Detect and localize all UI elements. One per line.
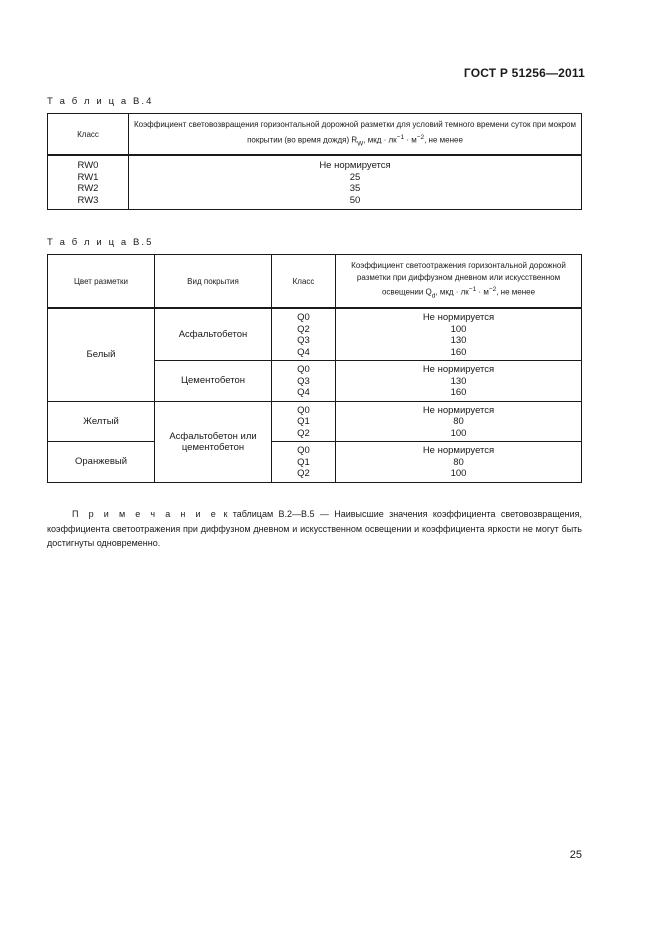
table-cell: Q4 bbox=[297, 387, 310, 398]
table-b5-header-color: Цвет разметки bbox=[48, 255, 155, 309]
table-cell: Q2 bbox=[297, 468, 310, 479]
table-b5-caption: Т а б л и ц а В.5 bbox=[47, 237, 154, 248]
table-cell: RW1 bbox=[77, 171, 99, 183]
table-cell: Q0 bbox=[297, 445, 310, 456]
table-cell: 100 bbox=[450, 427, 467, 439]
table-cell: RW2 bbox=[77, 183, 99, 194]
table-cell: 130 bbox=[450, 375, 467, 387]
table-cell: 130 bbox=[450, 335, 467, 346]
table-b4 bbox=[47, 113, 582, 210]
table-cell: Q0 bbox=[297, 364, 310, 375]
table-cell: Q2 bbox=[297, 323, 310, 335]
table-cell: Не нормируется bbox=[422, 445, 495, 456]
note-text: к таблицам В.2—В.5 — Наивысшие значения коэффициента световозвращения, коэффициента светоотражения при диффузном дневном и искусственном освещении и коэффициента яркости не могут быть достигнуты одновременно. bbox=[47, 509, 582, 548]
table-b5-header-coefficient: Коэффициент светоотражения горизонтальной дорожной разметки при диффузном дневном или искусственном освещении $Q_d$, мкд · $лк^{-1} \cdot м^{-2}$, не менее bbox=[336, 255, 582, 309]
color-orange: Оранжевый bbox=[48, 442, 155, 483]
table-cell: 25 bbox=[349, 171, 361, 183]
table-cell: 35 bbox=[349, 183, 361, 194]
table-b4-caption: Т а б л и ц а В.4 bbox=[47, 96, 154, 107]
table-b4-class-list bbox=[48, 155, 129, 210]
values-white-asphalt bbox=[336, 308, 582, 361]
table-b4-value-list bbox=[129, 155, 582, 210]
surface-asphalt-or-cement bbox=[155, 401, 272, 482]
classes-white-cement bbox=[272, 361, 336, 402]
table-cell: Q2 bbox=[297, 427, 310, 439]
table-cell: Q3 bbox=[297, 335, 310, 346]
table-cell: Q3 bbox=[297, 375, 310, 387]
table-cell: 100 bbox=[450, 323, 467, 335]
color-white: Белый bbox=[48, 308, 155, 401]
table-cell: Не нормируется bbox=[422, 404, 495, 416]
table-cell: 50 bbox=[349, 194, 361, 206]
table-cell: 160 bbox=[450, 346, 467, 358]
table-b5-header-class: Класс bbox=[272, 255, 336, 309]
table-cell: Q0 bbox=[297, 312, 310, 323]
table-cell: RW3 bbox=[77, 194, 99, 206]
table-cell: Не нормируется bbox=[422, 312, 495, 323]
note-label: П р и м е ч а н и е bbox=[72, 509, 219, 519]
classes-white-asphalt bbox=[272, 308, 336, 361]
table-cell: Q1 bbox=[297, 416, 310, 427]
classes-orange bbox=[272, 442, 336, 483]
surface-cement: Цементобетон bbox=[155, 361, 272, 402]
standard-number: ГОСТ Р 51256—2011 bbox=[463, 66, 585, 80]
values-white-cement bbox=[336, 361, 582, 402]
color-yellow: Желтый bbox=[48, 401, 155, 442]
note-paragraph bbox=[47, 507, 582, 551]
table-b4-header-class: Класс bbox=[48, 114, 129, 156]
surface-asphalt: Асфальтобетон bbox=[155, 308, 272, 361]
values-yellow bbox=[336, 401, 582, 442]
table-cell: Q1 bbox=[297, 456, 310, 468]
table-cell: 80 bbox=[453, 416, 464, 427]
table-b5-header-surface: Вид покрытия bbox=[155, 255, 272, 309]
table-cell: Асфальтобетон или bbox=[169, 430, 257, 442]
table-cell: Q4 bbox=[297, 346, 310, 358]
table-cell: Не нормируется bbox=[422, 364, 495, 375]
table-b4-header-coefficient: Коэффициент световозвращения горизонтальной дорожной разметки для условий темного времени суток при мокром покрытии (во время дождя) $R_W$, мкд · $лк^{-1} \cdot м^{-2}$, не менее bbox=[129, 114, 582, 156]
table-cell: 80 bbox=[453, 456, 464, 468]
table-b5 bbox=[47, 254, 582, 483]
table-cell: Q0 bbox=[297, 404, 310, 416]
page-number: 25 bbox=[569, 849, 582, 861]
table-cell: RW0 bbox=[77, 160, 99, 171]
values-orange bbox=[336, 442, 582, 483]
table-cell: Не нормируется bbox=[319, 160, 391, 171]
table-cell: цементобетон bbox=[181, 441, 245, 453]
table-cell: 100 bbox=[450, 468, 467, 479]
table-cell: 160 bbox=[450, 387, 467, 398]
classes-yellow bbox=[272, 401, 336, 442]
